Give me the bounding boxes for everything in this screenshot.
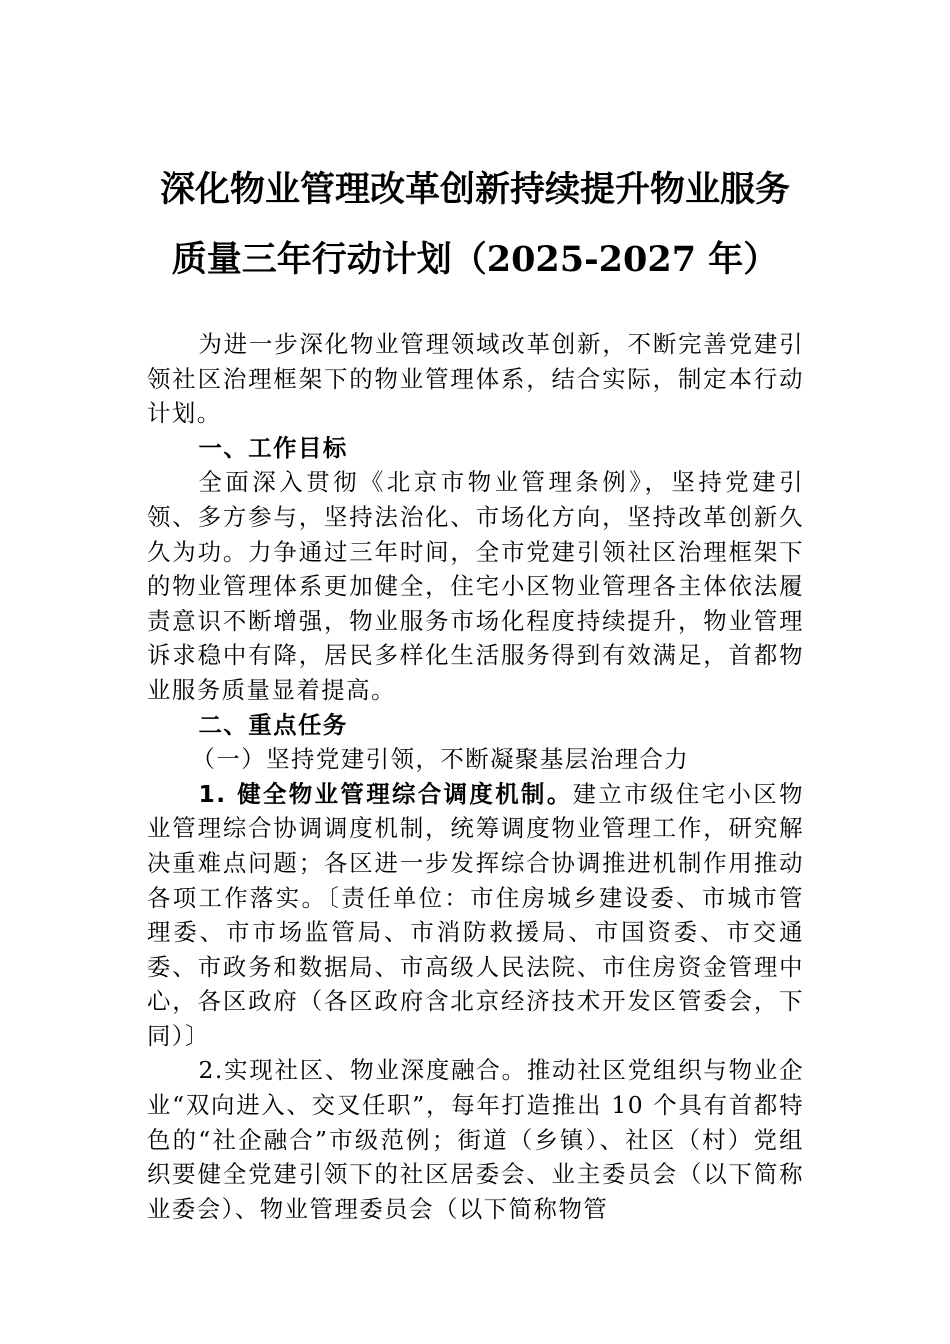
goals-paragraph: 全面深入贯彻《北京市物业管理条例》，坚持党建引领、多方参与，坚持法治化、市场化方向，坚持改革创新久久为功。力争通过三年时间，全市党建引领社区治理框架下的物业管理体系更加健全，住宅小区物业管理各主体依法履责意识不断增强，物业服务市场化程度持续提升，物业管理诉求稳中有降，居民多样化生活服务得到有效满足，首都物业服务质量显着提高。: [147, 468, 804, 704]
document-title-line-1: 深化物业管理改革创新持续提升物业服务: [159, 169, 790, 210]
section-heading-tasks: 二、重点任务: [198, 710, 348, 739]
subsection-heading-party-leadership: （一）坚持党建引领，不断凝聚基层治理合力: [191, 745, 690, 774]
document-body: [147, 327, 804, 1226]
item-2-paragraph: 2.实现社区、物业深度融合。推动社区党组织与物业企业“双向进入、交叉任职”，每年打造推出 10 个具有首都特色的“社企融合”市级范例；街道（乡镇）、社区（村）党组织要健全党建引领下的社区居委会、业主委员会（以下简称业委会）、物业管理委员会（以下简称物管: [147, 1056, 804, 1223]
item-1-body: 建立市级住宅小区物业管理综合协调调度机制，统筹调度物业管理工作，研究解决重难点问题；各区进一步发挥综合协调推进机制作用推动各项工作落实。〔责任单位：市住房城乡建设委、市城市管理委、市市场监管局、市消防救援局、市国资委、市交通委、市政务和数据局、市高级人民法院、市住房资金管理中心，各区政府（各区政府含北京经济技术开发区管委会，下同）〕: [147, 779, 805, 1050]
intro-paragraph: 为进一步深化物业管理领域改革创新，不断完善党建引领社区治理框架下的物业管理体系，结合实际，制定本行动计划。: [147, 330, 804, 428]
section-heading-goals: 一、工作目标: [198, 433, 348, 462]
item-1-paragraph: [147, 777, 804, 1054]
document-title-line-2: 质量三年行动计划（2025-2027 年）: [171, 239, 779, 280]
item-1-lead: 1. 健全物业管理综合调度机制。: [198, 779, 573, 808]
